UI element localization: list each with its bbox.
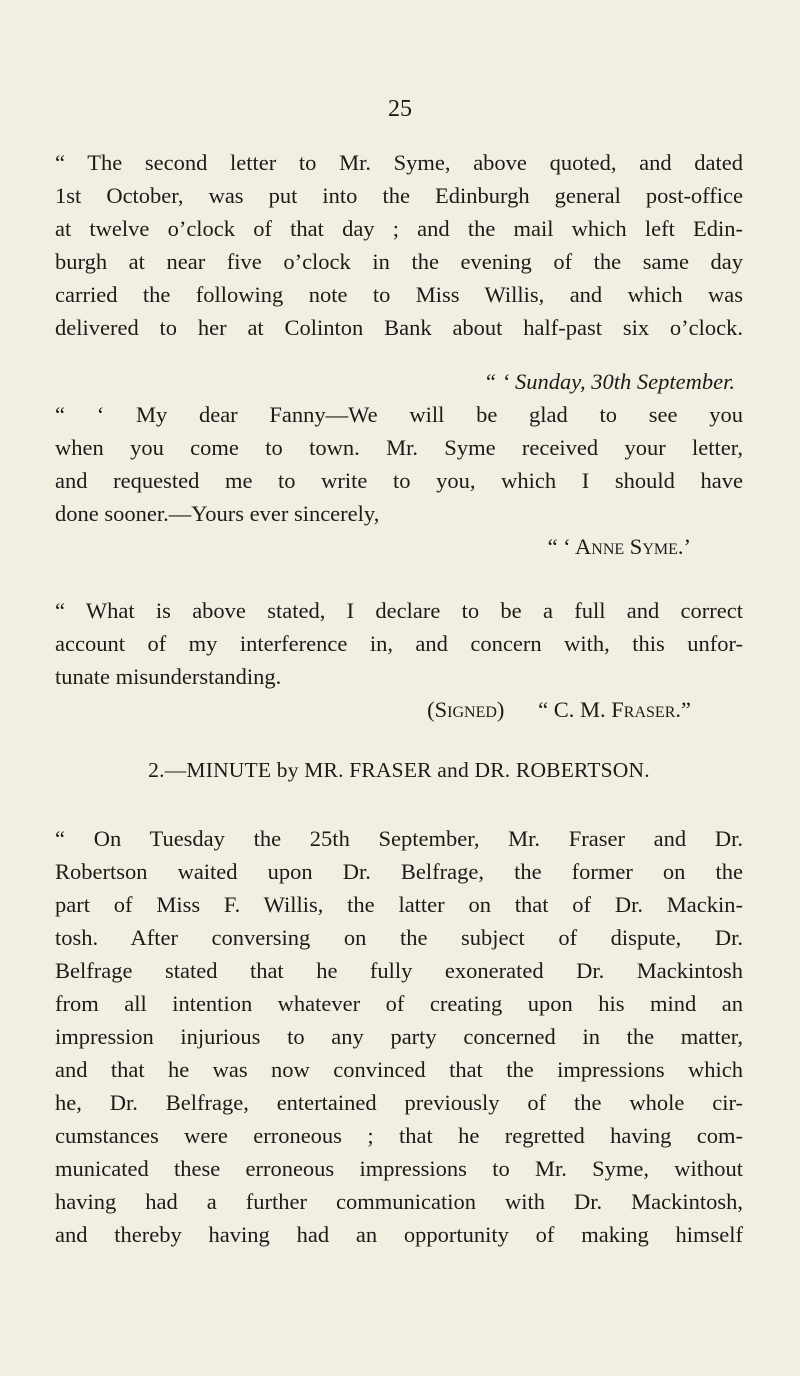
text-line: and that he was now convinced that the impressions which — [55, 1057, 743, 1082]
text-line: part of Miss F. Willis, the latter on that of Dr. Mackin- — [55, 892, 743, 917]
signed-line: (Signed) “ C. M. Fraser.” — [427, 697, 691, 722]
text-line: delivered to her at Colinton Bank about half-past six o’clock. — [55, 315, 743, 340]
text-line: Robertson waited upon Dr. Belfrage, the former on the — [55, 859, 743, 884]
text-line: “ The second letter to Mr. Syme, above quoted, and dated — [55, 150, 743, 175]
text-line: he, Dr. Belfrage, entertained previously of the whole cir- — [55, 1090, 743, 1115]
note-date: “ ‘ Sunday, 30th September. — [483, 369, 735, 394]
text-line: at twelve o’clock of that day ; and the mail which left Edin- — [55, 216, 743, 241]
note-line: “ ‘ My dear Fanny—We will be glad to see you — [55, 402, 743, 427]
text-line: cumstances were erroneous ; that he regretted having com- — [55, 1123, 743, 1148]
text-line: impression injurious to any party concerned in the matter, — [55, 1024, 743, 1049]
text-line: “ What is above stated, I declare to be a full and correct — [55, 598, 743, 623]
text-line: tunate misunderstanding. — [55, 664, 282, 689]
section-heading — [55, 754, 743, 787]
paragraph-declaration — [55, 594, 743, 726]
text-line: “ On Tuesday the 25th September, Mr. Fraser and Dr. — [55, 826, 743, 851]
text-line: 1st October, was put into the Edinburgh general post-office — [55, 183, 743, 208]
text-line: tosh. After conversing on the subject of dispute, Dr. — [55, 925, 743, 950]
quoted-note — [55, 365, 743, 563]
text-line: having had a further communication with Dr. Mackintosh, — [55, 1189, 743, 1214]
text-line: carried the following note to Miss Willis, and which was — [55, 282, 743, 307]
page-number: 25 — [388, 96, 412, 122]
paragraph-postoffice — [55, 146, 743, 344]
text-line: Belfrage stated that he fully exonerated Dr. Mackintosh — [55, 958, 743, 983]
text-line: and thereby having had an opportunity of making himself — [55, 1222, 743, 1247]
paragraph-minute — [55, 822, 743, 1251]
text-line: account of my interference in, and concern with, this unfor- — [55, 631, 743, 656]
minute-heading: 2.—MINUTE by MR. FRASER and DR. ROBERTSON. — [148, 758, 650, 782]
note-line: when you come to town. Mr. Syme received your letter, — [55, 435, 743, 460]
note-line: and requested me to write to you, which I should have — [55, 468, 743, 493]
text-line: burgh at near five o’clock in the evening of the same day — [55, 249, 743, 274]
text-line: municated these erroneous impressions to Mr. Syme, without — [55, 1156, 743, 1181]
note-line: done sooner.—Yours ever sincerely, — [55, 501, 380, 526]
note-signature: “ ‘ Anne Syme.’ — [547, 534, 691, 559]
text-line: from all intention whatever of creating upon his mind an — [55, 991, 743, 1016]
